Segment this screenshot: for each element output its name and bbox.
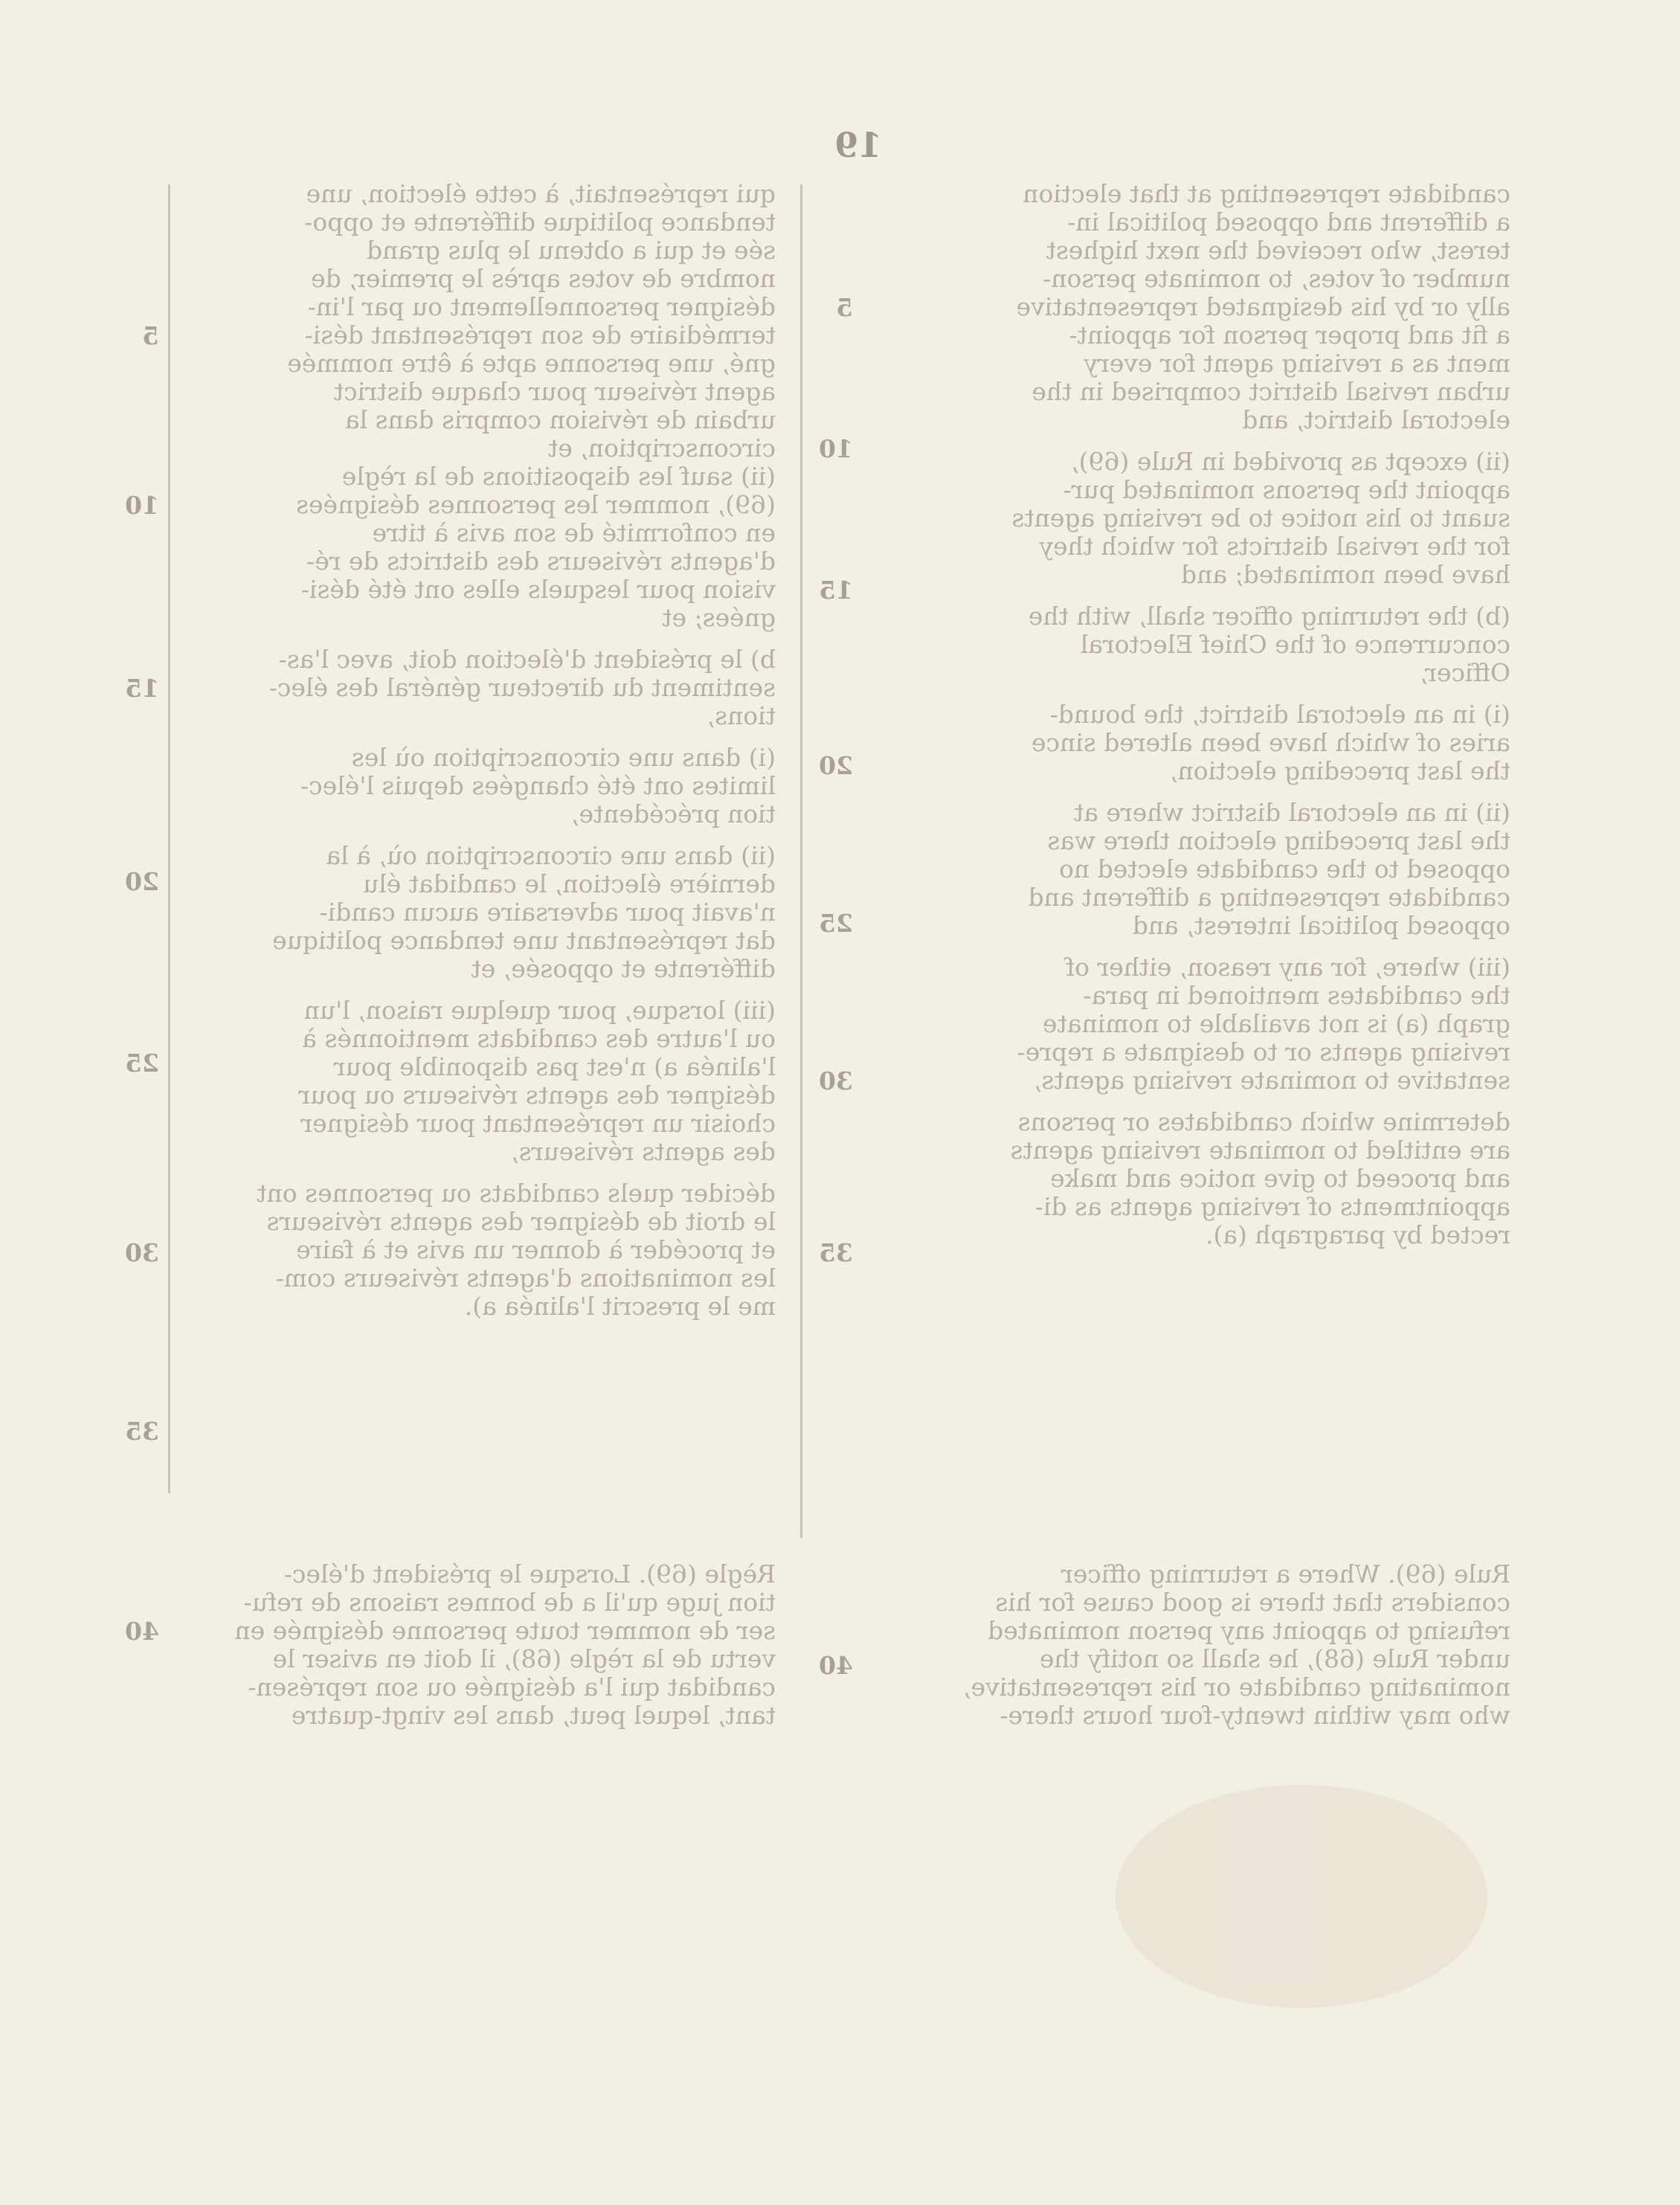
- text-line: les nominations d'agents réviseurs com-: [275, 1264, 776, 1293]
- line-number: 15: [125, 674, 159, 703]
- text-line: urbain de révision compris dans la: [344, 405, 776, 434]
- text-line: sentiment du directeur général des élec-: [268, 673, 776, 702]
- text-line: dernière élection, le candidat élu: [362, 869, 776, 898]
- text-line: who may within twenty-four hours there-: [1000, 1701, 1510, 1730]
- line-number: 10: [125, 491, 159, 520]
- text-line: urban revisal district comprised in the: [1032, 377, 1510, 406]
- english-rule-69: [923, 1560, 1510, 1730]
- text-line: determine which candidates or persons: [1017, 1107, 1510, 1136]
- english-column: [923, 180, 1510, 1249]
- text-line: for the revisal districts for which they: [1039, 532, 1510, 561]
- text-line: (ii) in an electoral district where at: [1074, 798, 1510, 827]
- text-line: termédiaire de son représentant dési-: [304, 321, 776, 350]
- text-line: concurrence of the Chief Electoral: [1080, 630, 1510, 659]
- text-line: vision pour lesquels elles ont été dési-: [300, 575, 776, 604]
- line-number: 5: [836, 293, 853, 322]
- text-line: considers that there is good cause for his: [995, 1588, 1510, 1617]
- text-line: (ii) dans une circonscription où, à la: [326, 841, 776, 870]
- page-number: 19: [834, 125, 883, 165]
- text-line: rected by paragraph (a).: [1205, 1220, 1510, 1249]
- line-number: 35: [819, 1238, 853, 1267]
- text-line: (i) in an electoral district, the bound-: [1049, 700, 1510, 729]
- text-line: refusing to appoint any person nominated: [988, 1616, 1510, 1645]
- line-number: 10: [819, 434, 853, 463]
- text-line: désigner personnellement ou par l'in-: [307, 292, 776, 321]
- text-line: décider quels candidats ou personnes ont: [257, 1179, 776, 1208]
- text-line: sée et qui a obtenu le plus grand: [366, 236, 776, 265]
- text-line: (ii) except as provided in Rule (69),: [1071, 447, 1510, 476]
- text-line: en conformité de son avis à titre: [372, 518, 776, 547]
- line-number: 25: [819, 909, 853, 938]
- text-line: limites ont été changées depuis l'élec-: [300, 771, 776, 800]
- text-line: candidat qui l'a désignée ou son représen-: [248, 1673, 776, 1702]
- text-line: nombre de votes après le premier, de: [311, 264, 776, 293]
- text-line: d'agents réviseurs des districts de ré-: [306, 547, 776, 576]
- text-line: the candidates mentioned in para-: [1083, 981, 1510, 1010]
- text-line: (iii) where, for any reason, either of: [1065, 953, 1510, 982]
- text-line: a fit and proper person for appoint-: [1069, 321, 1510, 350]
- text-line: suant to his notice to be revising agents: [1011, 503, 1510, 532]
- text-line: under Rule (68), he shall so notify the: [1039, 1644, 1510, 1673]
- text-line: opposed to the candidate elected no: [1058, 854, 1510, 883]
- text-line: (ii) sauf les dispositions de la règle: [341, 462, 776, 491]
- text-line: candidate representing a different and: [1028, 883, 1510, 912]
- text-line: et procéder à donner un avis et à faire: [296, 1235, 776, 1264]
- text-line: (b) the returning officer shall, with the: [1028, 602, 1510, 631]
- text-line: gnées; et: [662, 603, 776, 632]
- text-line: le droit de désigner des agents réviseurs: [266, 1207, 776, 1236]
- text-line: tion précédente,: [570, 799, 776, 828]
- text-line: ment as a revising agent for every: [1084, 349, 1510, 378]
- line-number: 40: [819, 1651, 853, 1680]
- text-line: tions,: [707, 701, 776, 730]
- text-line: revising agents or to designate a repre-: [1017, 1037, 1510, 1066]
- text-line: désigner des agents réviseurs ou pour: [298, 1081, 776, 1110]
- text-line: qui représentait, à cette élection, une: [306, 179, 776, 208]
- text-line: circonscription, et: [548, 434, 776, 463]
- text-line: (i) dans une circonscription où les: [351, 743, 776, 772]
- text-line: me le prescrit l'alinéa a).: [464, 1292, 776, 1321]
- line-number: 20: [819, 751, 853, 780]
- text-line: opposed political interest, and: [1132, 911, 1510, 940]
- text-line: graph (a) is not available to nominate: [1043, 1009, 1510, 1038]
- text-line: des agents réviseurs,: [511, 1137, 776, 1166]
- text-line: choisir un représentant pour désigner: [300, 1109, 776, 1138]
- line-number: 5: [142, 321, 159, 350]
- text-line: l'alinéa a) n'est pas disponible pour: [333, 1052, 776, 1081]
- french-rule-69: [181, 1560, 776, 1730]
- column-rule: [168, 184, 170, 1493]
- text-line: dat représentant une tendance politique: [272, 926, 776, 955]
- text-line: gné, une personne apte à être nommée: [287, 349, 776, 378]
- text-line: a different and opposed political in-: [1067, 207, 1510, 236]
- text-line: tendance politique différente et oppo-: [304, 207, 776, 236]
- text-line: tion juge qu'il a de bonnes raisons de refu-: [243, 1588, 776, 1617]
- text-line: and proceed to give notice and make: [1050, 1164, 1510, 1193]
- line-number: 35: [125, 1417, 159, 1446]
- text-line: différente et opposée, et: [471, 954, 776, 983]
- text-line: aries of which have been altered since: [1031, 728, 1510, 757]
- text-line: agent réviseur pour chaque district: [333, 377, 776, 406]
- text-line: n'avait pour adversaire aucun candi-: [319, 898, 776, 927]
- text-line: (69), nommer les personnes désignées: [296, 490, 776, 519]
- text-line: tant, lequel peut, dans les vingt-quatre: [291, 1701, 776, 1730]
- text-line: b) le président d'élection doit, avec l'as-: [278, 645, 776, 674]
- line-number: 40: [125, 1617, 159, 1646]
- text-line: the last preceding election,: [1170, 756, 1510, 785]
- french-column: [181, 180, 776, 1321]
- line-number: 15: [819, 576, 853, 605]
- text-line: ou l'autre des candidats mentionnés à: [302, 1024, 776, 1053]
- line-number: 30: [819, 1066, 853, 1095]
- text-line: candidate representing at that election: [1023, 179, 1510, 208]
- line-number: 25: [125, 1049, 159, 1078]
- text-line: (iii) lorsque, pour quelque raison, l'un: [303, 996, 776, 1025]
- text-line: Rule (69). Where a returning officer: [1061, 1559, 1510, 1588]
- text-line: sentative to nominate revising agents,: [1033, 1066, 1510, 1095]
- text-line: ally or by his designated representative: [1016, 292, 1510, 321]
- line-number: 30: [125, 1238, 159, 1267]
- text-line: Règle (69). Lorsque le président d'élec-: [283, 1559, 776, 1588]
- text-line: ser de nommer toute personne désignée en: [234, 1616, 776, 1645]
- text-line: appointments of revising agents as di-: [1034, 1192, 1510, 1221]
- text-line: have been nominated; and: [1181, 560, 1510, 589]
- text-line: number of votes, to nominate person-: [1043, 264, 1510, 293]
- text-line: Officer,: [1420, 658, 1510, 687]
- text-line: terest, who received the next highest: [1046, 236, 1510, 265]
- text-line: vertu de la règle (68), il doit en aviser le: [272, 1644, 776, 1673]
- text-line: are entitled to nominate revising agents: [1010, 1136, 1510, 1165]
- text-line: the last preceding election there was: [1047, 826, 1510, 855]
- text-line: appoint the persons nominated pur-: [1063, 475, 1510, 504]
- text-line: nominating candidate or his representative,: [963, 1673, 1510, 1702]
- text-line: electoral district, and: [1242, 405, 1510, 434]
- line-number: 20: [125, 867, 159, 896]
- column-rule: [800, 184, 802, 1538]
